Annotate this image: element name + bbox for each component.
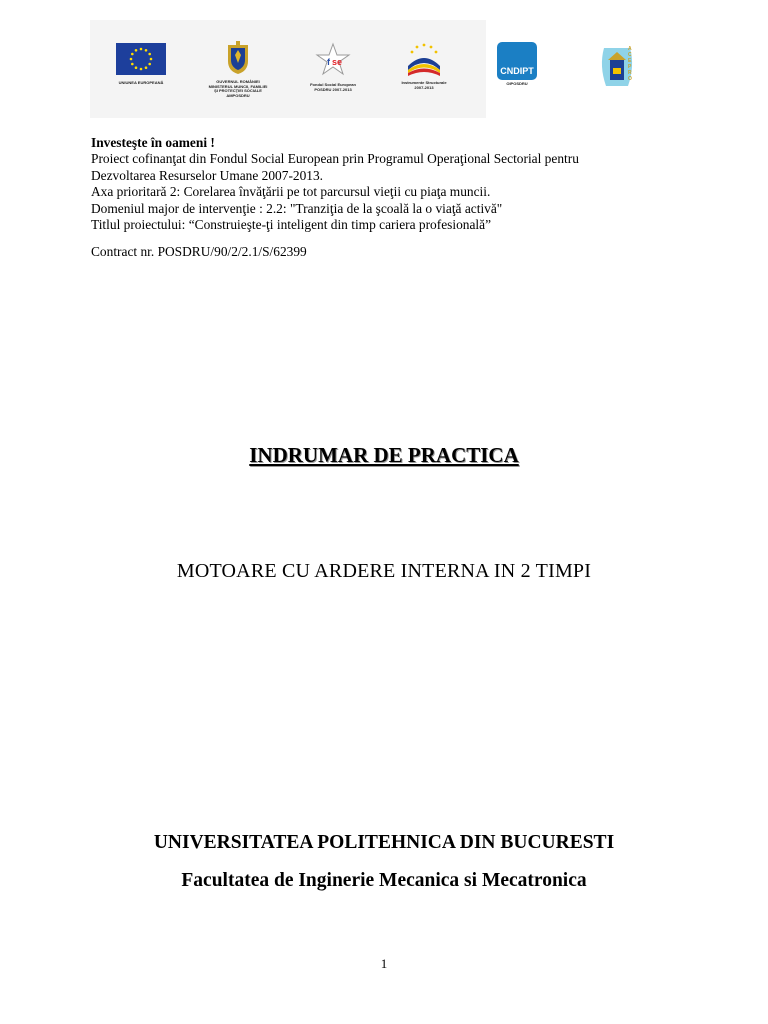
document-subtitle: MOTOARE CU ARDERE INTERNA IN 2 TIMPI (176, 560, 592, 582)
cndipt-caption: OIPOSDRU (506, 81, 528, 86)
fse-caption: Fondul Social European POSDRU 2007-2013 (310, 82, 356, 92)
svg-text:f: f (327, 57, 330, 67)
eu-caption: UNIUNEA EUROPEANĂ (118, 80, 164, 85)
project-info (91, 135, 691, 233)
cndipt-logo-icon (497, 42, 537, 80)
romania-coat-of-arms-icon (225, 41, 251, 75)
priority-axis-line: Axa prioritară 2: Corelarea învăţării pe tot parcursul vieţii cu piaţa muncii. (91, 184, 491, 200)
faculty-name: Facultatea de Inginerie Mecanica si Mecatronica (181, 870, 587, 891)
instrumente-structurale-icon (405, 42, 443, 78)
eu-flag-icon (116, 43, 166, 75)
cndipt-label: CNDIPT (500, 66, 534, 76)
page-number: 1 (380, 956, 388, 971)
cofinancing-line: Proiect cofinanţat din Fondul Social European prin Programul Operaţional Sectorial pentru (91, 151, 579, 167)
slogan: Investeşte în oameni ! (91, 135, 215, 150)
logo-banner (90, 20, 632, 118)
is-caption: Instrumente Structurale 2007-2013 (401, 80, 447, 90)
fse-star-icon (315, 42, 351, 78)
contract-number: Contract nr. POSDRU/90/2/2.1/S/62399 (91, 244, 307, 259)
university-name: UNIVERSITATEA POLITEHNICA DIN BUCURESTI (153, 832, 615, 853)
acepro-label: ACEPRO (628, 46, 632, 82)
project-title-line: Titlul proiectului: “Construieşte-ţi inteligent din timp cariera profesională” (91, 217, 492, 233)
gov-caption: GUVERNUL ROMÂNIEI MINISTERUL MUNCII, FAMILIEI ŞI PROTECŢIEI SOCIALE AMPOSDRU (208, 79, 268, 98)
svg-text:se: se (332, 57, 343, 67)
document-title: INDRUMAR DE PRACTICA (249, 443, 519, 467)
program-line: Dezvoltarea Resurselor Umane 2007-2013. (91, 167, 324, 183)
acepro-logo-icon (596, 42, 638, 90)
intervention-domain-line: Domeniul major de intervenţie : 2.2: "Tranziţia de la şcoală la o viaţă activă" (91, 200, 503, 216)
